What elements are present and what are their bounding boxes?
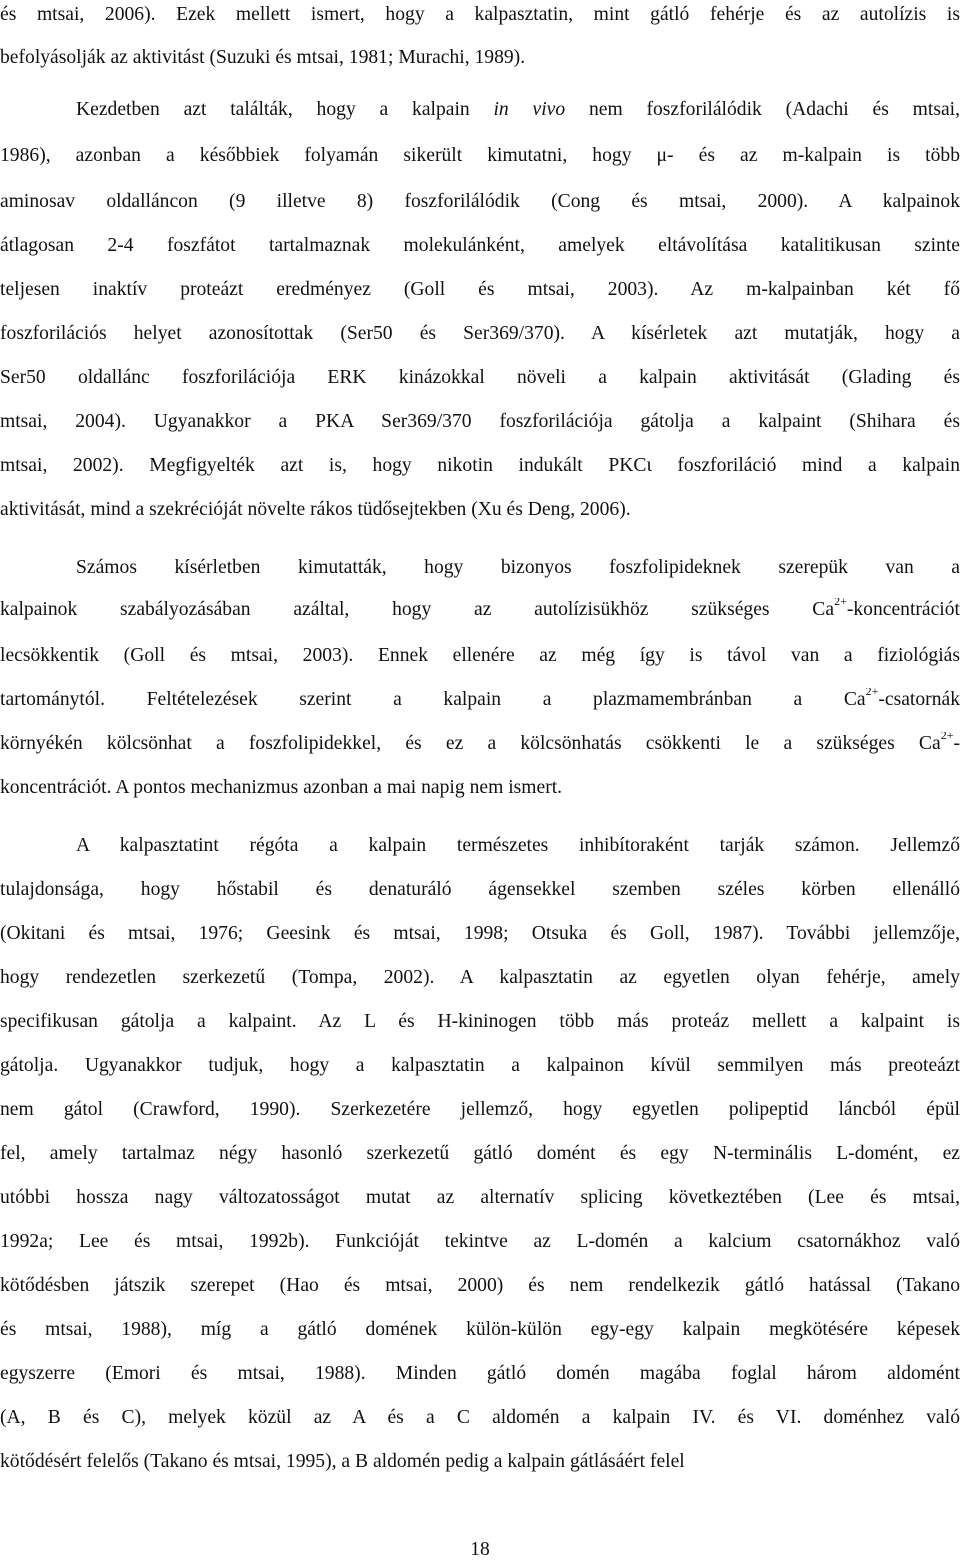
text-line: környékén kölcsönhat a foszfolipidekkel, és ez a kölcsönhatás csökkenti le a szükséges $Ca^{2+}-$ [0, 732, 960, 754]
text-line: tulajdonsága, hogy hőstabil és denaturáló ágensekkel szemben széles körben ellenálló [0, 879, 960, 900]
text-line: 1986), azonban a későbbiek folyamán sikerült kimutatni, hogy μ- és az m-kalpain is több [0, 145, 960, 166]
text-line: kötődésért felelős (Takano és mtsai, 1995), a B aldomén pedig a kalpain gátlásáért felel [0, 1451, 685, 1472]
text-line: kalpainok szabályozásában azáltal, hogy az autolízisükhöz szükséges $Ca^{2+}$-koncentrációt [0, 598, 960, 620]
text-line: mtsai, 2004). Ugyanakkor a PKA Ser369/370 foszforilációja gátolja a kalpaint (Shihara és [0, 411, 960, 432]
text-line: teljesen inaktív proteázt eredményez (Goll és mtsai, 2003). Az m-kalpainban két fő [0, 279, 960, 300]
text-line: és mtsai, 2006). Ezek mellett ismert, hogy a kalpasztatin, mint gátló fehérje és az autolízis is [0, 4, 960, 25]
text-line: (A, B és C), melyek közül az A és a C aldomén a kalpain IV. és VI. doménhez való [0, 1407, 960, 1428]
text-line: utóbbi hossza nagy változatosságot mutat az alternatív splicing következtében (Lee és mtsai, [0, 1187, 960, 1208]
text-line: fel, amely tartalmaz négy hasonló szerkezetű gátló domént és egy N-terminális L-domént, ez [0, 1143, 960, 1164]
text-line: mtsai, 2002). Megfigyelték azt is, hogy nikotin indukált PKCι foszforiláció mind a kalpain [0, 455, 960, 476]
text-line: hogy rendezetlen szerkezetű (Tompa, 2002). A kalpasztatin az egyetlen olyan fehérje, amely [0, 967, 960, 988]
text-line: befolyásolják az aktivitást (Suzuki és mtsai, 1981; Murachi, 1989). [0, 47, 526, 68]
text-line: aktivitását, mind a szekrécióját növelte rákos tüdősejtekben (Xu és Deng, 2006). [0, 499, 631, 520]
text-line: egyszerre (Emori és mtsai, 1988). Minden gátló domén magába foglal három aldomént [0, 1363, 960, 1384]
text-line: (Okitani és mtsai, 1976; Geesink és mtsai, 1998; Otsuka és Goll, 1987). További jellemzője, [0, 923, 960, 944]
text-line: koncentrációt. A pontos mechanizmus azonban a mai napig nem ismert. [0, 777, 563, 798]
text-line: A kalpasztatint régóta a kalpain természetes inhibítoraként tarják számon. Jellemző [76, 835, 960, 856]
text-line: Számos kísérletben kimutatták, hogy bizonyos foszfolipideknek szerepük van a [76, 557, 960, 578]
text-line: lecsökkentik (Goll és mtsai, 2003). Ennek ellenére az még így is távol van a fiziológiás [0, 645, 960, 666]
text-line: Ser50 oldallánc foszforilációja ERK kinázokkal növeli a kalpain aktivitását (Glading és [0, 367, 960, 388]
text-line: és mtsai, 1988), míg a gátló domének külön-külön egy-egy kalpain megkötésére képesek [0, 1319, 960, 1340]
text-line: 1992a; Lee és mtsai, 1992b). Funkcióját tekintve az L-domén a kalcium csatornákhoz való [0, 1231, 960, 1252]
text-line: foszforilációs helyet azonosítottak (Ser50 és Ser369/370). A kísérletek azt mutatják, hogy a [0, 323, 960, 344]
text-line: gátolja. Ugyanakkor tudjuk, hogy a kalpasztatin a kalpainon kívül semmilyen más preoteázt [0, 1055, 960, 1076]
text-line: nem gátol (Crawford, 1990). Szerkezetére jellemző, hogy egyetlen polipeptid láncból épül [0, 1099, 960, 1120]
text-line: átlagosan 2-4 foszfátot tartalmaznak molekulánként, amelyek eltávolítása katalitikusan szinte [0, 235, 960, 256]
text-line: specifikusan gátolja a kalpaint. Az L és H-kininogen több más proteáz mellett a kalpaint is [0, 1011, 960, 1032]
text-line: tartománytól. Feltételezések szerint a kalpain a plazmamembránban a $Ca^{2+}$-csatornák [0, 688, 960, 710]
text-line: aminosav oldalláncon (9 illetve 8) foszforilálódik (Cong és mtsai, 2000). A kalpainok [0, 191, 960, 212]
text-line: Kezdetben azt találták, hogy a kalpain in vivo nem foszforilálódik (Adachi és mtsai, [76, 99, 960, 120]
text-line: kötődésben játszik szerepet (Hao és mtsai, 2000) és nem rendelkezik gátló hatással (Takano [0, 1275, 960, 1296]
page-number: 18 [470, 1539, 490, 1560]
